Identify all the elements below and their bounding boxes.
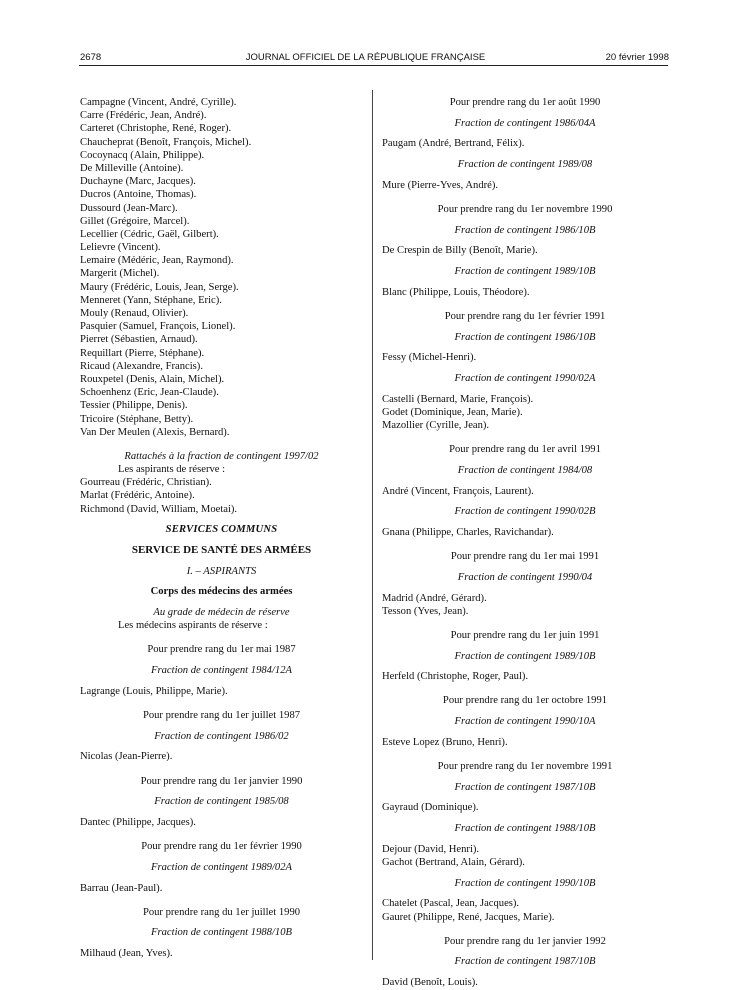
name-entry: Tesson (Yves, Jean). — [382, 605, 469, 617]
name-entry: Madrid (André, Gérard). — [382, 592, 487, 604]
spacer — [80, 722, 363, 730]
name-entry: Requillart (Pierre, Stéphane). — [80, 347, 205, 359]
name-entry: Castelli (Bernard, Marie, François). — [382, 393, 534, 405]
name-entry: Chaucheprat (Benoît, François, Michel). — [80, 136, 252, 148]
spacer — [382, 216, 668, 224]
corps-heading: Corps des médecins des armées — [150, 586, 293, 598]
spacer — [382, 278, 668, 286]
italic-subheading: Les aspirants de réserve : — [118, 464, 226, 476]
name-entry: Menneret (Yann, Stéphane, Eric). — [80, 294, 222, 306]
name-entry: Ducros (Antoine, Thomas). — [80, 189, 197, 201]
spacer — [382, 869, 668, 877]
spacer — [80, 439, 363, 450]
contingent-fraction-heading: Fraction de contingent 1990/10A — [454, 716, 596, 728]
contingent-fraction-heading: Fraction de contingent 1989/10B — [454, 266, 596, 277]
spacer — [80, 632, 363, 643]
name-entry: Milhaud (Jean, Yves). — [80, 948, 173, 960]
journal-title: JOURNAL OFFICIEL DE LA RÉPUBLIQUE FRANÇAISE — [245, 52, 486, 63]
name-entry: Duchayne (Marc, Jacques). — [80, 176, 196, 188]
section-heading: SERVICES COMMUNS — [165, 524, 278, 536]
name-entry: De Milleville (Antoine). — [80, 162, 184, 174]
rank-date-heading: Pour prendre rang du 1er novembre 1990 — [437, 203, 613, 215]
name-entry: Gayraud (Dominique). — [382, 802, 479, 814]
contingent-fraction-heading: Fraction de contingent 1988/10B — [151, 927, 292, 939]
name-entry: Fessy (Michel-Henri). — [382, 352, 477, 364]
spacer — [80, 874, 363, 882]
rank-date-heading: Pour prendre rang du 1er février 1991 — [444, 310, 606, 322]
spacer — [382, 663, 668, 671]
spacer — [382, 815, 668, 823]
name-entry: Dussourd (Jean-Marc). — [80, 202, 178, 214]
header-rule — [79, 65, 668, 66]
spacer — [382, 432, 668, 443]
name-entry: Maury (Frédéric, Louis, Jean, Serge). — [80, 281, 239, 293]
contingent-fraction-heading: Fraction de contingent 1990/04 — [457, 571, 593, 583]
spacer — [382, 192, 668, 203]
contingent-fraction-heading: Fraction de contingent 1989/10B — [454, 650, 596, 662]
name-entry: Cocoynacq (Alain, Philippe). — [80, 149, 205, 161]
name-entry: Lemaire (Médéric, Jean, Raymond). — [80, 255, 234, 267]
spacer — [80, 743, 363, 751]
name-entry: Gauret (Philippe, René, Jacques, Marie). — [382, 911, 555, 923]
name-entry: Dantec (Philippe, Jacques). — [80, 816, 196, 828]
publication-date: 20 février 1998 — [605, 52, 669, 63]
italic-subheading: Les médecins aspirants de réserve : — [118, 620, 268, 632]
name-entry: Richmond (David, William, Moetai). — [80, 503, 238, 515]
name-entry: Nicolas (Jean-Pierre). — [80, 751, 173, 763]
spacer — [382, 794, 668, 802]
rank-date-heading: Pour prendre rang du 1er juillet 1990 — [142, 906, 301, 918]
spacer — [80, 764, 363, 775]
name-entry: Van Der Meulen (Alexis, Bernard). — [80, 426, 230, 438]
name-entry: Pasquier (Samuel, François, Lionel). — [80, 321, 236, 333]
rank-date-heading: Pour prendre rang du 1er février 1990 — [141, 841, 302, 853]
spacer — [382, 385, 668, 393]
spacer — [382, 130, 668, 138]
contingent-fraction-heading: Fraction de contingent 1985/08 — [154, 796, 289, 808]
name-entry: Esteve Lopez (Bruno, Henri). — [382, 736, 508, 748]
spacer — [382, 109, 668, 117]
spacer — [382, 299, 668, 310]
rank-date-heading: Pour prendre rang du 1er mai 1991 — [450, 551, 600, 563]
spacer — [382, 969, 668, 977]
spacer — [80, 808, 363, 816]
contingent-fraction-heading: Fraction de contingent 1984/08 — [457, 464, 593, 476]
page-number: 2678 — [80, 52, 102, 63]
rank-date-heading: Pour prendre rang du 1er octobre 1991 — [442, 695, 608, 707]
contingent-fraction-heading: Fraction de contingent 1988/10B — [454, 823, 596, 835]
contingent-fraction-heading: Fraction de contingent 1990/02A — [454, 372, 596, 384]
name-entry: Mouly (Renaud, Olivier). — [80, 308, 189, 319]
italic-subheading: Rattachés à la fraction de contingent 1997/02 — [124, 450, 319, 462]
spacer — [80, 919, 363, 927]
spacer — [382, 344, 668, 352]
name-entry: Tricoire (Stéphane, Betty). — [80, 413, 194, 425]
name-entry: Schoenhenz (Eric, Jean-Claude). — [80, 387, 219, 399]
spacer — [382, 584, 668, 592]
contingent-fraction-heading: Fraction de contingent 1990/02B — [454, 506, 596, 518]
rank-date-heading: Pour prendre rang du 1er janvier 1990 — [140, 775, 303, 787]
rank-date-heading: Pour prendre rang du 1er juin 1991 — [450, 629, 600, 641]
rank-date-heading: Pour prendre rang du 1er août 1990 — [449, 97, 601, 108]
contingent-fraction-heading: Fraction de contingent 1989/08 — [457, 159, 593, 171]
name-entry: André (Vincent, François, Laurent). — [382, 485, 534, 497]
name-entry: Carre (Frédéric, Jean, André). — [80, 110, 207, 122]
name-entry: Dejour (David, Henri). — [382, 843, 480, 855]
rank-date-heading: Pour prendre rang du 1er juillet 1987 — [142, 710, 301, 721]
name-entry: Lelievre (Vincent). — [80, 242, 161, 254]
name-entry: Gourreau (Frédéric, Christian). — [80, 477, 212, 489]
spacer — [80, 677, 363, 685]
spacer — [382, 258, 668, 266]
spacer — [80, 895, 363, 906]
name-entry: Paugam (André, Bertrand, Félix). — [382, 138, 525, 150]
name-entry: Gnana (Philippe, Charles, Ravichandar). — [382, 526, 554, 538]
spacer — [80, 599, 363, 607]
name-entry: Pierret (Sébastien, Arnaud). — [80, 334, 198, 346]
contingent-fraction-heading: Fraction de contingent 1987/10B — [454, 781, 596, 793]
spacer — [382, 642, 668, 650]
spacer — [80, 698, 363, 709]
right-column — [382, 96, 668, 989]
spacer — [382, 708, 668, 716]
contingent-fraction-heading: Fraction de contingent 1986/04A — [454, 117, 596, 129]
name-entry: Godet (Dominique, Jean, Marie). — [382, 406, 523, 418]
spacer — [382, 237, 668, 245]
spacer — [80, 516, 363, 524]
spacer — [382, 151, 668, 159]
name-entry: Mazollier (Cyrille, Jean). — [382, 420, 490, 431]
spacer — [382, 364, 668, 372]
spacer — [382, 749, 668, 760]
contingent-fraction-heading: Fraction de contingent 1986/10B — [454, 224, 596, 236]
rank-date-heading: Pour prendre rang du 1er mai 1987 — [147, 644, 296, 656]
spacer — [80, 829, 363, 840]
spacer — [382, 683, 668, 694]
name-entry: Rouxpetel (Denis, Alain, Michel). — [80, 373, 225, 385]
spacer — [80, 657, 363, 665]
contingent-fraction-heading: Fraction de contingent 1989/02A — [151, 861, 292, 873]
name-entry: De Crespin de Billy (Benoît, Marie). — [382, 245, 538, 257]
spacer — [382, 773, 668, 781]
contingent-fraction-heading: Fraction de contingent 1986/10B — [454, 331, 596, 343]
spacer — [80, 940, 363, 948]
spacer — [382, 924, 668, 935]
italic-subheading: Au grade de médecin de réserve — [153, 607, 290, 619]
name-entry: Herfeld (Christophe, Roger, Paul). — [382, 671, 529, 683]
contingent-fraction-heading: Fraction de contingent 1987/10B — [454, 956, 596, 968]
spacer — [382, 477, 668, 485]
spacer — [382, 618, 668, 629]
spacer — [80, 578, 363, 586]
spacer — [382, 171, 668, 179]
spacer — [382, 498, 668, 506]
rank-date-heading: Pour prendre rang du 1er avril 1991 — [449, 444, 601, 456]
column-divider — [372, 90, 373, 960]
left-column — [80, 96, 363, 960]
spacer — [382, 539, 668, 550]
name-entry: Blanc (Philippe, Louis, Théodore). — [382, 286, 530, 298]
name-entry: Barrau (Jean-Paul). — [80, 882, 163, 894]
spacer — [80, 853, 363, 861]
name-entry: Campagne (Vincent, André, Cyrille). — [80, 97, 237, 108]
spacer — [382, 948, 668, 956]
name-entry: Gachot (Bertrand, Alain, Gérard). — [382, 856, 525, 868]
name-entry: Tessier (Philippe, Denis). — [80, 400, 188, 412]
service-heading: SERVICE DE SANTÉ DES ARMÉES — [131, 544, 312, 556]
spacer — [382, 835, 668, 843]
name-entry: Lagrange (Louis, Philippe, Marie). — [80, 685, 228, 697]
name-entry: Mure (Pierre-Yves, André). — [382, 179, 499, 191]
name-entry: Ricaud (Alexandre, Francis). — [80, 360, 203, 372]
spacer — [80, 788, 363, 796]
spacer — [80, 537, 363, 545]
spacer — [382, 728, 668, 736]
contingent-fraction-heading: Fraction de contingent 1990/10B — [454, 877, 596, 889]
rank-date-heading: Pour prendre rang du 1er janvier 1992 — [444, 935, 606, 947]
italic-subheading: I. – ASPIRANTS — [186, 565, 257, 577]
name-entry: Carteret (Christophe, René, Roger). — [80, 123, 232, 135]
name-entry: Marlat (Frédéric, Antoine). — [80, 490, 195, 502]
contingent-fraction-heading: Fraction de contingent 1984/12A — [151, 665, 292, 677]
contingent-fraction-heading: Fraction de contingent 1986/02 — [154, 730, 289, 742]
spacer — [382, 518, 668, 526]
name-entry: David (Benoît, Louis). — [382, 977, 478, 989]
name-entry: Gillet (Grégoire, Marcel). — [80, 215, 190, 227]
spacer — [382, 890, 668, 898]
rank-date-heading: Pour prendre rang du 1er novembre 1991 — [437, 761, 613, 772]
name-entry: Chatelet (Pascal, Jean, Jacques). — [382, 898, 520, 910]
spacer — [382, 456, 668, 464]
spacer — [382, 563, 668, 571]
spacer — [382, 323, 668, 331]
name-entry: Lecellier (Cédric, Gaël, Gilbert). — [80, 228, 219, 240]
name-entry: Margerit (Michel). — [80, 268, 160, 280]
spacer — [80, 557, 363, 565]
